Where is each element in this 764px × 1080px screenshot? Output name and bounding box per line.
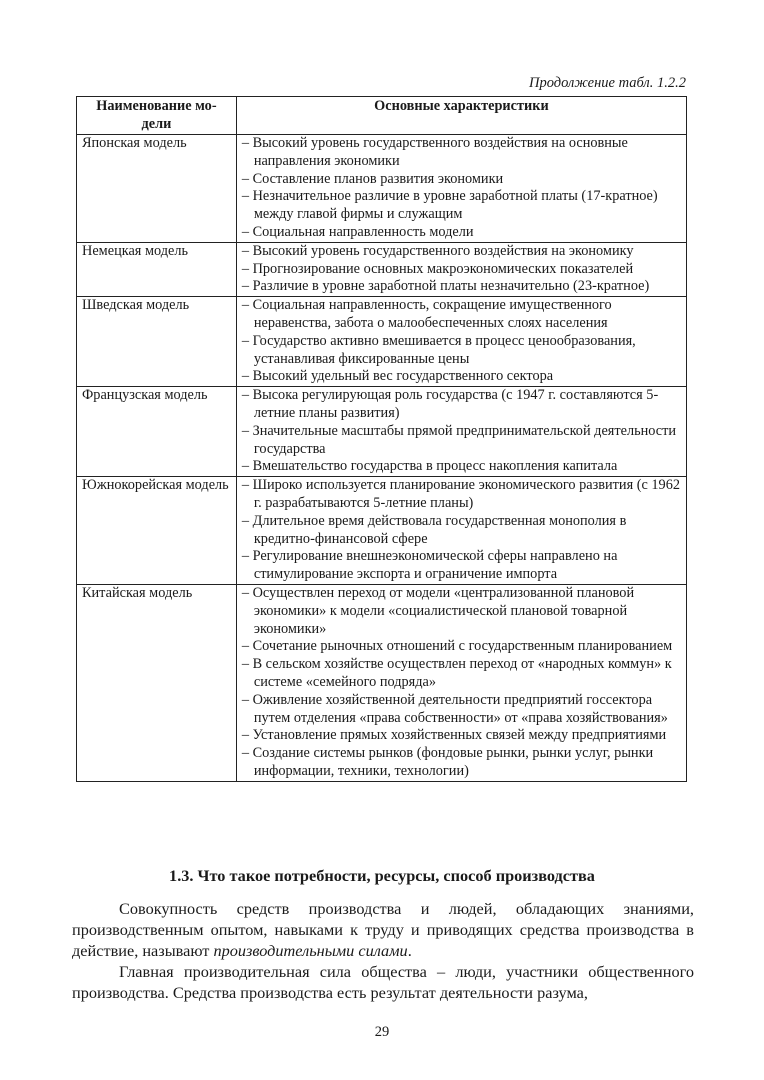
list-item: – Оживление хозяйственной деятельности предприятий госсектора путем отделения «права собственности» от «права хозяйствования» [241, 691, 668, 726]
list-item: – В сельском хозяйстве осуществлен переход от «народных коммун» к системе «семейного подряда» [241, 656, 672, 690]
table-row [77, 584, 687, 781]
list-item: – Различие в уровне заработной платы незначительно (23-кратное) [241, 278, 650, 295]
list-item: – Высокий уровень государственного воздействия на экономику [241, 242, 634, 259]
paragraph: Совокупность средств производства и людей, обладающих знаниями, производственным опытом, навыками к труду и приводящих средства производства в действие, называют производительными силами. [72, 899, 694, 960]
list-item: – Осуществлен переход от модели «централизованной плановой экономики» к модели «социалистической плановой товарной экономики» [241, 584, 635, 637]
list-item: – Создание системы рынков (фондовые рынки, рынки услуг, рынки информации, техники, технологии) [241, 745, 654, 779]
header-characteristics: Основные характеристики [236, 97, 686, 135]
table-header-row [77, 97, 687, 135]
table-row [77, 387, 687, 477]
model-characteristics [236, 242, 686, 296]
economic-models-table [76, 96, 687, 782]
list-item: – Вмешательство государства в процесс накопления капитала [241, 458, 618, 475]
model-name: Шведская модель [77, 297, 237, 387]
table-row [77, 242, 687, 296]
model-characteristics [236, 477, 686, 585]
list-item: – Установление прямых хозяйственных связей между предприятиями [241, 727, 667, 744]
list-item: – Государство активно вмешивается в процесс ценообразования, устанавливая фиксированные цены [241, 332, 636, 367]
header-model-name: Наименование мо- дели [77, 97, 237, 135]
table-row [77, 477, 687, 585]
model-name: Южнокорейская модель [77, 477, 237, 585]
table-caption: Продолжение табл. 1.2.2 [529, 75, 686, 91]
model-name: Немецкая модель [77, 242, 237, 296]
model-name: Японская модель [77, 135, 237, 243]
paragraph-text: Совокупность средств производства и людей, обладающих знаниями, производственным опытом, навыками к труду и приводящих средства производства в действие, называют [72, 899, 694, 960]
model-characteristics [236, 387, 686, 477]
list-item: – Широко используется планирование экономического развития (с 1962 г. разрабатываются 5-летние планы) [241, 477, 681, 511]
model-characteristics [236, 135, 686, 243]
model-name: Французская модель [77, 387, 237, 477]
list-item: – Социальная направленность модели [241, 223, 474, 240]
list-item: – Сочетание рыночных отношений с государственным планированием [241, 638, 673, 655]
list-item: – Значительные масштабы прямой предпринимательской деятельности государства [241, 422, 677, 457]
list-item: – Регулирование внешнеэкономической сферы направлено на стимулирование экспорта и ограничение импорта [241, 548, 618, 583]
model-characteristics [236, 584, 686, 781]
list-item: – Составление планов развития экономики [241, 170, 504, 187]
section-heading: 1.3. Что такое потребности, ресурсы, способ производства [169, 866, 595, 885]
list-item: – Длительное время действовала государственная монополия в кредитно-финансовой сфере [241, 512, 627, 547]
paragraph [72, 961, 694, 1003]
paragraph-text: Главная производительная сила общества – люди, участники общественного производства. Средства производства есть результат деятельности разума, [72, 962, 694, 1002]
page-number: 29 [374, 1024, 390, 1040]
model-name: Китайская модель [77, 584, 237, 781]
list-item: – Высокий удельный вес государственного сектора [241, 368, 554, 385]
emphasis-term: производительными силами [213, 941, 408, 960]
table-row [77, 297, 687, 387]
list-item: – Высокий уровень государственного воздействия на основные направления экономики [241, 135, 628, 169]
list-item: – Социальная направленность, сокращение имущественного неравенства, забота о малообеспеченных слоях населения [241, 297, 612, 331]
table-row [77, 135, 687, 243]
list-item: – Незначительное различие в уровне заработной платы (17-кратное) между главой фирмы и служащим [241, 188, 658, 223]
model-characteristics [236, 297, 686, 387]
list-item: – Высока регулирующая роль государства (с 1947 г. составляются 5-летние планы развития) [241, 387, 659, 421]
list-item: – Прогнозирование основных макроэкономических показателей [241, 260, 634, 277]
